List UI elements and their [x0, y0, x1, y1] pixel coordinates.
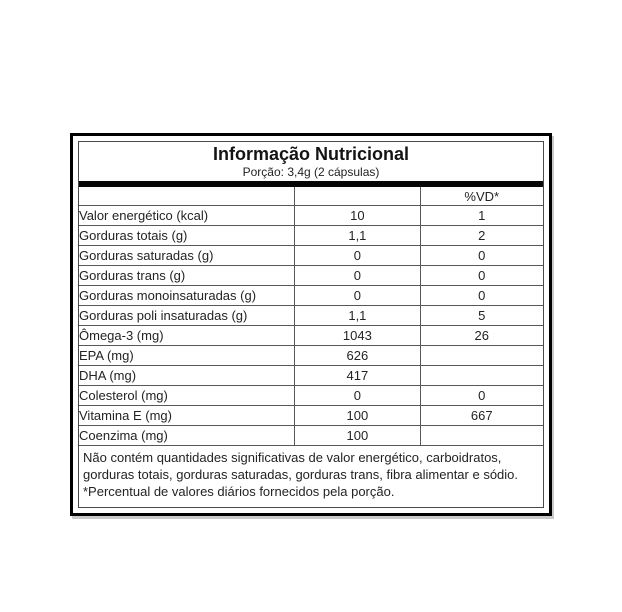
- header-vd-cell: %VD*: [420, 187, 543, 206]
- table-header-row: [79, 187, 543, 206]
- serving-size-text: Porção: 3,4g (2 cápsulas): [242, 165, 380, 179]
- nutrient-value: 10: [295, 206, 420, 226]
- nutrient-label: Gorduras poli insaturadas (g): [79, 306, 295, 326]
- nutrient-value: 1,1: [295, 226, 420, 246]
- nutrition-table: [79, 187, 543, 446]
- nutrient-vd: 667: [420, 406, 543, 426]
- nutrient-vd: [420, 346, 543, 366]
- table-row: [79, 426, 543, 446]
- nutrient-vd: 0: [420, 286, 543, 306]
- nutrient-vd: 0: [420, 386, 543, 406]
- nutrient-label: EPA (mg): [79, 346, 295, 366]
- table-row: [79, 406, 543, 426]
- nutrient-vd: 5: [420, 306, 543, 326]
- table-row: [79, 266, 543, 286]
- nutrient-label: DHA (mg): [79, 366, 295, 386]
- nutrient-vd: 0: [420, 246, 543, 266]
- header-amount-cell: [295, 187, 420, 206]
- title-section: [79, 142, 543, 181]
- nutrient-label: Colesterol (mg): [79, 386, 295, 406]
- nutrient-label: Coenzima (mg): [79, 426, 295, 446]
- table-row: [79, 366, 543, 386]
- footnote-text: Não contém quantidades significativas de valor energético, carboidratos, gorduras totais, gorduras saturadas, gorduras trans, fibra alimentar e sódio. *Percentual de valores diários fornecidos pela porção.: [83, 450, 519, 499]
- header-nutrient-cell: [79, 187, 295, 206]
- nutrient-label: Gorduras trans (g): [79, 266, 295, 286]
- nutrient-label: Vitamina E (mg): [79, 406, 295, 426]
- table-row: [79, 286, 543, 306]
- nutrition-label-outer-frame: [70, 133, 552, 516]
- nutrient-vd: 26: [420, 326, 543, 346]
- table-row: [79, 246, 543, 266]
- nutrient-value: 100: [295, 426, 420, 446]
- nutrient-label: Valor energético (kcal): [79, 206, 295, 226]
- nutrient-vd: [420, 426, 543, 446]
- table-row: [79, 226, 543, 246]
- nutrient-label: Gorduras totais (g): [79, 226, 295, 246]
- nutrient-value: 1043: [295, 326, 420, 346]
- nutrient-value: 0: [295, 286, 420, 306]
- nutrient-value: 417: [295, 366, 420, 386]
- nutrient-value: 626: [295, 346, 420, 366]
- table-row: [79, 206, 543, 226]
- nutrient-value: 0: [295, 266, 420, 286]
- nutrient-value: 0: [295, 246, 420, 266]
- nutrient-vd: 2: [420, 226, 543, 246]
- table-row: [79, 346, 543, 366]
- table-row: [79, 326, 543, 346]
- nutrient-vd: [420, 366, 543, 386]
- nutrient-value: 1,1: [295, 306, 420, 326]
- nutrient-vd: 1: [420, 206, 543, 226]
- nutrient-label: Gorduras monoinsaturadas (g): [79, 286, 295, 306]
- nutrition-label-inner-frame: [78, 141, 544, 508]
- nutrient-label: Gorduras saturadas (g): [79, 246, 295, 266]
- table-row: [79, 386, 543, 406]
- nutrient-vd: 0: [420, 266, 543, 286]
- page-title: Informação Nutricional: [212, 144, 410, 164]
- nutrient-label: Ômega-3 (mg): [79, 326, 295, 346]
- table-row: [79, 306, 543, 326]
- nutrient-value: 0: [295, 386, 420, 406]
- nutrient-value: 100: [295, 406, 420, 426]
